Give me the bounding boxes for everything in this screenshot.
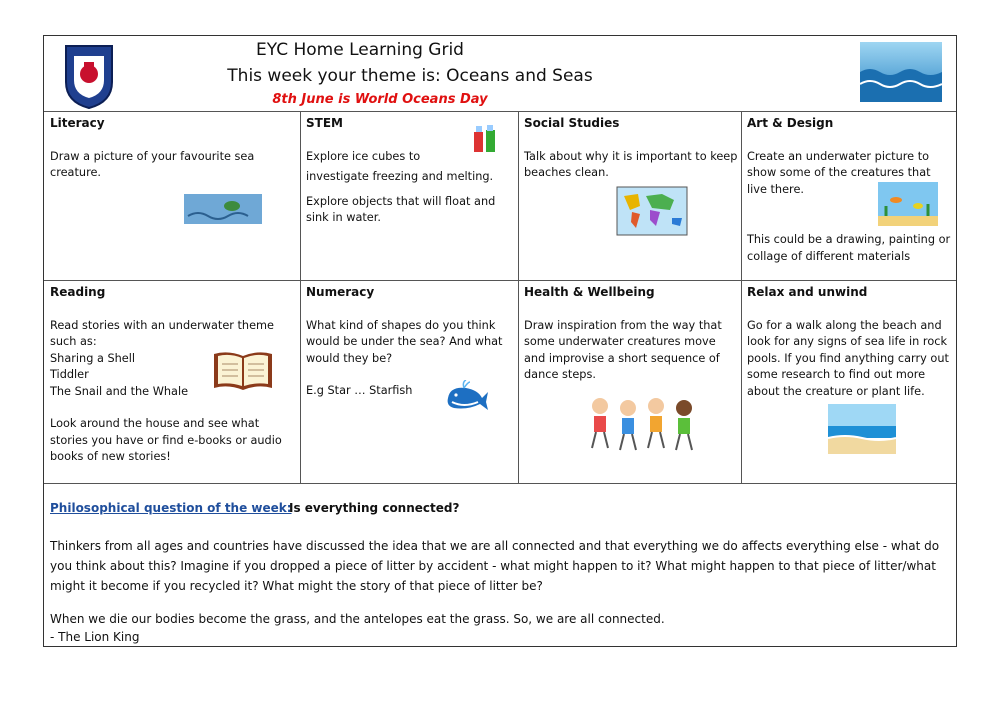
divider (300, 111, 301, 483)
quote-text: When we die our bodies become the grass, and the antelopes eat the grass. So, we are all connected. (50, 612, 665, 626)
cell-reading: Reading Read stories with an underwater theme such as: Sharing a Shell Tiddler The Snail and the Whale Look around the house and see what stories you have or find e-books or audio books of new stories! (50, 285, 282, 463)
beach-image (828, 404, 896, 454)
open-book-icon (212, 348, 274, 392)
underwater-picture-image (878, 182, 938, 226)
cell-literacy: Literacy Draw a picture of your favourite sea creature. (50, 116, 255, 179)
philosophy-paragraph: Thinkers from all ages and countries have discussed the idea that we are all connected and that everything we do affects everything else - what do you think about this? Imagine if you dropped a piece of litter by accident - what might happen to it? What might happen to that piece of litter/what might it become if you recycled it? What might the story of that piece of litter be? (50, 539, 940, 593)
theme-title: This week your theme is: Oceans and Seas (227, 66, 593, 86)
lion-king-quote (50, 610, 665, 646)
philosophy-label: Philosophical question of the week: (50, 501, 292, 515)
divider (44, 280, 956, 281)
ice-cubes-icon (472, 124, 498, 156)
divider (44, 483, 956, 484)
cell-art-design: Art & Design Create an underwater picture to show some of the creatures that live there. This could be a drawing, painting or collage of different materials (747, 116, 951, 263)
cell-health-wellbeing: Health & Wellbeing Draw inspiration from the way that some underwater creatures move and improvise a short sequence of dance steps. (524, 285, 722, 381)
divider (44, 111, 956, 112)
sea-creatures-image (184, 194, 262, 224)
cell-social-studies: Social Studies Talk about why it is important to keep beaches clean. (524, 116, 738, 179)
quote-attribution: - The Lion King (50, 630, 140, 644)
whale-icon (444, 380, 490, 412)
dancing-children-image (584, 394, 702, 452)
cell-numeracy: Numeracy What kind of shapes do you think would be under the sea? And what would they be? E.g Star … Starfish (306, 285, 503, 397)
divider (518, 111, 519, 483)
ocean-waves-image (860, 42, 942, 102)
world-map-image (616, 186, 688, 236)
cell-stem: STEM Explore ice cubes to investigate freezing and melting. Explore objects that will float and sink in water. (306, 116, 496, 224)
learning-grid (43, 35, 957, 647)
event-note: 8th June is World Oceans Day (272, 92, 488, 107)
page-title: EYC Home Learning Grid (256, 40, 464, 60)
divider (741, 111, 742, 483)
cell-relax-unwind: Relax and unwind Go for a walk along the beach and look for any signs of sea life in rock pools. If you find anything carry out some research to find out more about the creature or plant life. (747, 285, 949, 398)
philosophy-question: Is everything connected? (289, 501, 460, 515)
